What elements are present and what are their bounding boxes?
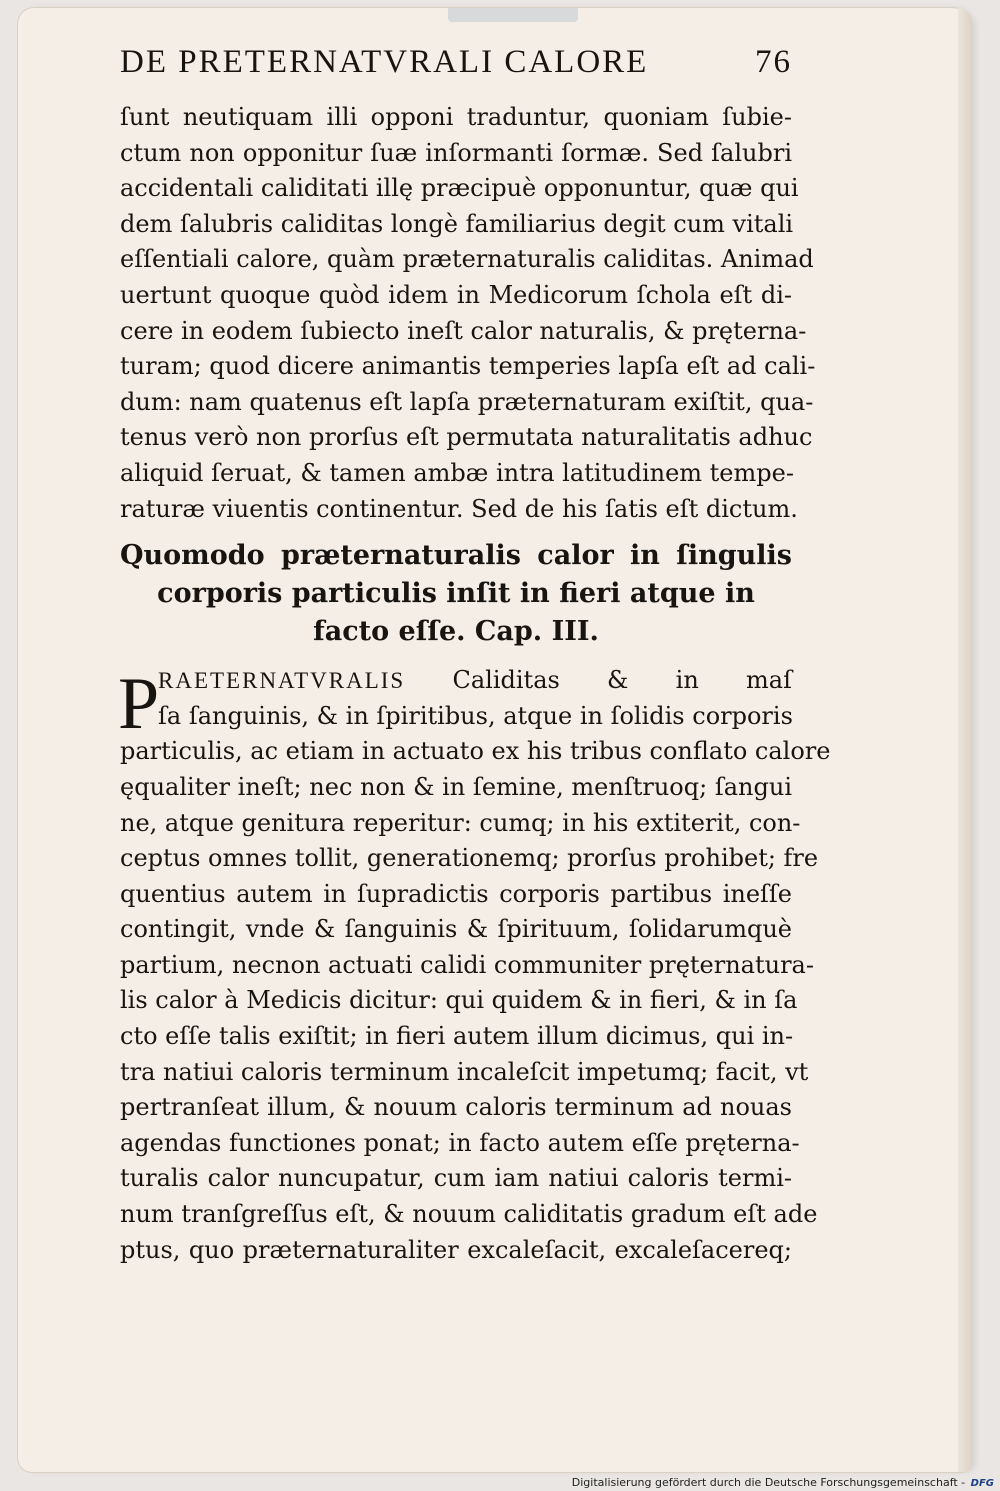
text-line: accidentali caliditati illę præcipuè opponuntur, quæ qui bbox=[120, 174, 799, 203]
text-line: eſſentiali calore, quàm præternaturalis caliditas. Animad bbox=[120, 245, 814, 274]
text-line: cto eſſe talis exiſtit; in fieri autem illum dicimus, qui in- bbox=[120, 1022, 794, 1051]
credit-text: Digitalisierung gefördert durch die Deutsche Forschungsgemeinschaft - bbox=[571, 1476, 966, 1489]
text-line: particulis, ac etiam in actuato ex his tribus conflato calore bbox=[120, 737, 831, 766]
page-edge bbox=[958, 8, 972, 1472]
heading-line: facto eſſe. Cap. III. bbox=[313, 616, 599, 648]
text-line: ęqualiter ineſt; nec non & in ſemine, menſtruoq; ſangui bbox=[120, 772, 792, 801]
text-line-first bbox=[120, 663, 792, 699]
dfg-logo: DFG bbox=[970, 1478, 994, 1489]
running-head-title: DE PRETERNATVRALI CALORE bbox=[120, 44, 649, 80]
text-line: partium, necnon actuati calidi communiter pręternatura- bbox=[120, 950, 814, 979]
page-number: 76 bbox=[755, 44, 792, 80]
text-line: raturæ viuentis continentur. Sed de his ſatis eſt dictum. bbox=[120, 494, 798, 523]
text-line: tenus verò non prorſus eſt permutata naturalitatis adhuc bbox=[120, 423, 813, 452]
text-line: ctum non opponitur ſuæ inſormanti ſormæ. Sed ſalubri bbox=[120, 138, 792, 167]
paragraph-2 bbox=[118, 663, 831, 1268]
text-line: contingit, vnde & ſanguinis & ſpirituum, ſolidarumquè bbox=[120, 915, 792, 944]
text-line: aliquid ſeruat, & tamen ambæ intra latitudinem tempe- bbox=[120, 458, 794, 487]
text-line: quentius autem in ſupradictis corporis partibus ineſſe bbox=[120, 879, 792, 908]
text-line: agendas functiones ponat; in facto autem eſſe pręterna- bbox=[120, 1128, 800, 1157]
digitization-credit bbox=[572, 1476, 994, 1489]
chapter-heading bbox=[120, 537, 792, 651]
paragraph-1 bbox=[120, 100, 816, 527]
text-line: ptus, quo præternaturaliter excaleſacit, excaleſacereq; bbox=[120, 1235, 792, 1264]
text-line: tra natiui caloris terminum incaleſcit impetumq; facit, vt bbox=[120, 1057, 809, 1086]
text-line: turalis calor nuncupatur, cum iam natiui caloris termi- bbox=[120, 1164, 792, 1193]
text-line: dem ſalubris caliditas longè familiarius degit cum vitali bbox=[120, 209, 794, 238]
book-page bbox=[18, 8, 972, 1472]
text-line: ceptus omnes tollit, generationemq; prorſus prohibet; fre bbox=[120, 844, 819, 873]
heading-line: corporis particulis inſit in fieri atque in bbox=[157, 578, 755, 610]
text-line: cere in eodem ſubiecto ineſt calor naturalis, & pręterna- bbox=[120, 316, 807, 345]
binding-clip bbox=[448, 8, 578, 22]
text-line: ſa ſanguinis, & in ſpiritibus, atque in ſolidis corporis bbox=[158, 701, 793, 730]
first-line-rest: Caliditas & in maſ bbox=[405, 666, 792, 695]
text-line: turam; quod dicere animantis temperies lapſa eſt ad cali- bbox=[120, 352, 816, 381]
text-line: num tranſgreſſus eſt, & nouum caliditatis gradum eſt ade bbox=[120, 1200, 818, 1229]
text-line: uertunt quoque quòd idem in Medicorum ſchola eſt di- bbox=[120, 280, 792, 309]
running-head bbox=[120, 44, 792, 100]
text-line: lis calor à Medicis dicitur: qui quidem & in fieri, & in ſa bbox=[120, 986, 798, 1015]
heading-line: Quomodo præternaturalis calor in ſingulis bbox=[120, 540, 792, 572]
text-line: dum: nam quatenus eſt lapſa præternaturam exiſtit, qua- bbox=[120, 387, 814, 416]
drop-cap: P bbox=[118, 663, 160, 746]
text-block bbox=[118, 44, 831, 1268]
text-line: ne, atque genitura reperitur: cumq; in his extiterit, con- bbox=[120, 808, 801, 837]
first-line-caps: RAETERNATVRALIS bbox=[158, 668, 406, 694]
text-line: ſunt neutiquam illi opponi traduntur, quoniam ſubie- bbox=[120, 103, 792, 131]
text-line: pertranſeat illum, & nouum caloris terminum ad nouas bbox=[120, 1093, 792, 1122]
